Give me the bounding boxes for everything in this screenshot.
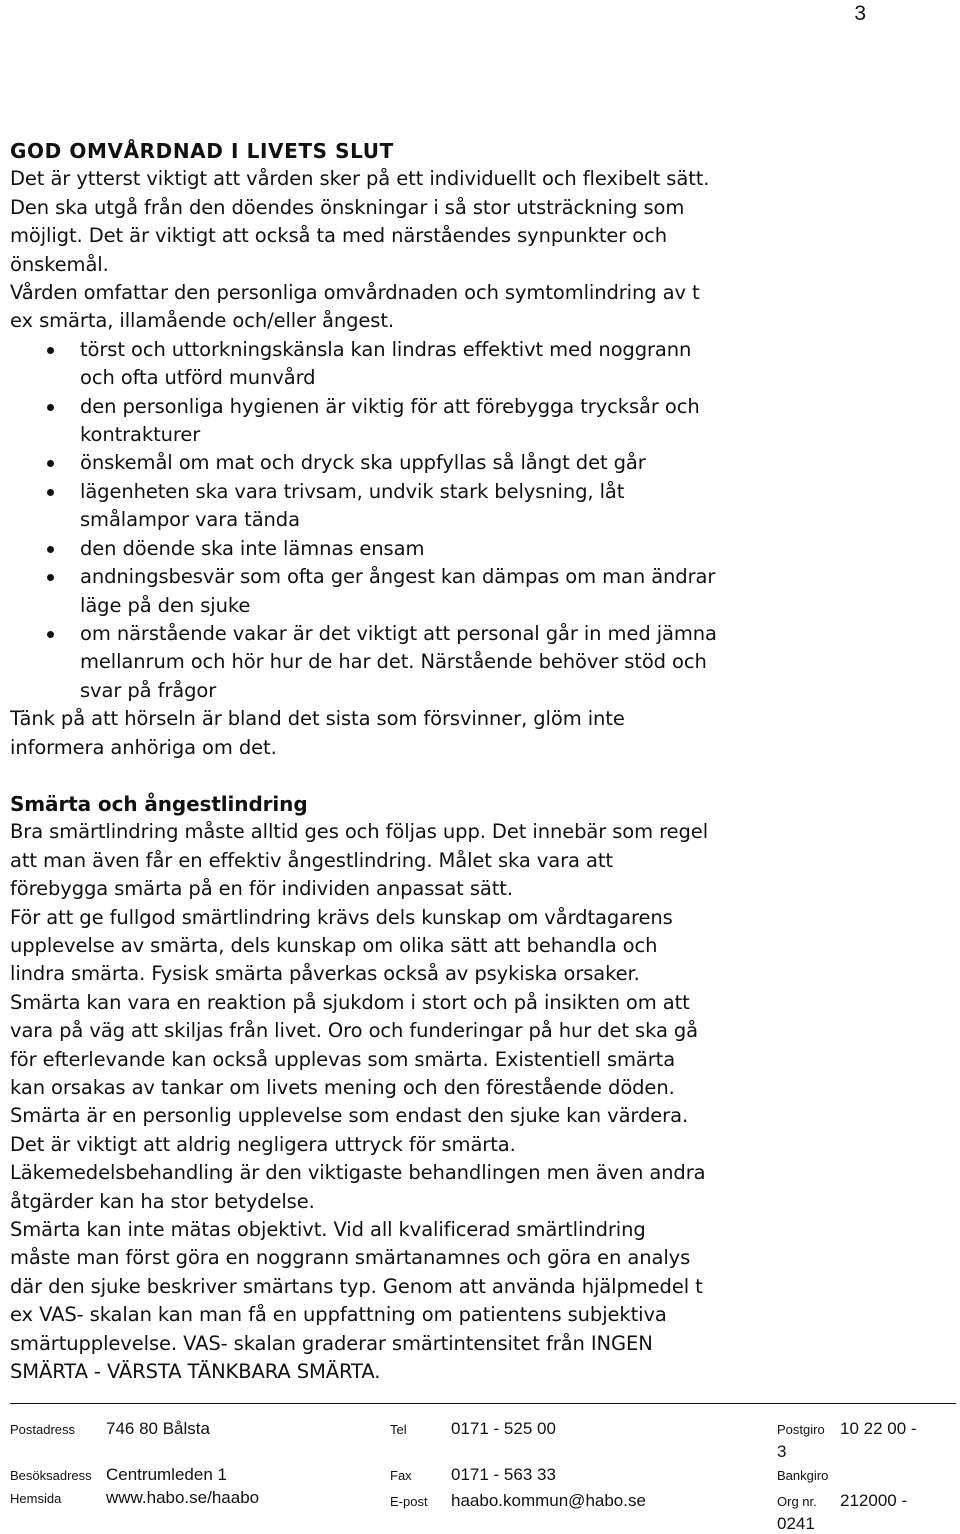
section-title-omvardnad: GOD OMVÅRDNAD I LIVETS SLUT bbox=[10, 139, 394, 163]
bullet-dot-icon bbox=[47, 546, 54, 553]
bullet-line: läge på den sjuke bbox=[80, 593, 251, 617]
body-line: Bra smärtlindring måste alltid ges och följas upp. Det innebär som regel bbox=[10, 820, 709, 844]
body-line: Smärta kan vara en reaktion på sjukdom i stort och på insikten om att bbox=[10, 990, 690, 1014]
body-line: förebygga smärta på en för individen anpassat sätt. bbox=[10, 877, 513, 901]
intro-line: Den ska utgå från den döendes önskningar i så stor utsträckning som bbox=[10, 195, 685, 219]
body-line: lindra smärta. Fysisk smärta påverkas också av psykiska orsaker. bbox=[10, 962, 640, 986]
epost-label: E-post bbox=[390, 1494, 428, 1509]
bullet-dot-icon bbox=[47, 574, 54, 581]
bullet-dot-icon bbox=[47, 404, 54, 411]
bankgiro-label: Bankgiro bbox=[777, 1468, 829, 1483]
bullet-item bbox=[10, 336, 910, 393]
body-line: vara på väg att skiljas från livet. Oro och funderingar på hur det ska gå bbox=[10, 1019, 699, 1043]
intro-paragraph bbox=[10, 165, 910, 335]
orgnr-value: 212000 - bbox=[840, 1491, 908, 1510]
bullet-item bbox=[10, 535, 910, 563]
bullet-line: törst och uttorkningskänsla kan lindras effektivt med noggrann bbox=[80, 337, 692, 361]
postgiro-label: Postgiro bbox=[777, 1422, 825, 1437]
bullet-item bbox=[10, 563, 910, 620]
closing-line: informera anhöriga om det. bbox=[10, 735, 277, 759]
bullet-line: om närstående vakar är det viktigt att personal går in med jämna bbox=[80, 621, 717, 645]
bullet-line: lägenheten ska vara trivsam, undvik stark belysning, låt bbox=[80, 479, 625, 503]
besoksadress-label: Besöksadress bbox=[10, 1468, 92, 1483]
bullet-dot-icon bbox=[47, 489, 54, 496]
body-line: Smärta kan inte mätas objektivt. Vid all kvalificerad smärtlindring bbox=[10, 1218, 646, 1242]
smarta-paragraphs bbox=[10, 818, 910, 1386]
body-line: för efterlevande kan också upplevas som smärta. Existentiell smärta bbox=[10, 1047, 676, 1071]
body-line: ex VAS- skalan kan man få en uppfattning om patientens subjektiva bbox=[10, 1303, 667, 1327]
bullet-line: den döende ska inte lämnas ensam bbox=[80, 536, 425, 560]
intro-line: Det är ytterst viktigt att vården sker på ett individuellt och flexibelt sätt. bbox=[10, 167, 710, 191]
besoksadress-value: Centrumleden 1 bbox=[106, 1465, 227, 1484]
care-bullet-list bbox=[10, 336, 910, 705]
body-line: Läkemedelsbehandling är den viktigaste behandlingen men även andra bbox=[10, 1161, 706, 1185]
page-number: 3 bbox=[854, 2, 866, 25]
bullet-line: önskemål om mat och dryck ska uppfyllas så långt det går bbox=[80, 451, 646, 475]
tel-label: Tel bbox=[390, 1422, 407, 1437]
intro-line: möjligt. Det är viktigt att också ta med närståendes synpunkter och bbox=[10, 224, 667, 248]
bullet-item bbox=[10, 620, 910, 705]
postadress-label: Postadress bbox=[10, 1422, 76, 1437]
bullet-item bbox=[10, 393, 910, 450]
bullet-line: kontrakturer bbox=[80, 423, 201, 447]
orgnr-value-cont: 0241 bbox=[777, 1514, 815, 1533]
intro-line: ex smärta, illamående och/eller ångest. bbox=[10, 309, 394, 333]
bullet-dot-icon bbox=[47, 460, 54, 467]
body-line: Smärta är en personlig upplevelse som endast den sjuke kan värdera. bbox=[10, 1104, 689, 1128]
fax-label: Fax bbox=[390, 1468, 412, 1483]
bullet-line: andningsbesvär som ofta ger ångest kan dämpas om man ändrar bbox=[80, 565, 716, 589]
bullet-dot-icon bbox=[47, 347, 54, 354]
epost-link[interactable]: haabo.kommun@habo.se bbox=[451, 1491, 646, 1510]
bullet-line: mellanrum och hör hur de har det. Närstående behöver stöd och bbox=[80, 650, 707, 674]
letterhead-footer bbox=[10, 1403, 956, 1533]
document-body bbox=[10, 137, 910, 1386]
body-line: För att ge fullgod smärtlindring krävs dels kunskap om vårdtagarens bbox=[10, 905, 673, 929]
body-line: åtgärder kan ha stor betydelse. bbox=[10, 1189, 315, 1213]
orgnr-label: Org nr. bbox=[777, 1494, 817, 1509]
postgiro-value: 10 22 00 - bbox=[840, 1419, 917, 1438]
bullet-item bbox=[10, 478, 910, 535]
hemsida-link[interactable]: www.habo.se/haabo bbox=[106, 1488, 260, 1507]
body-line: kan orsakas av tankar om livets mening och den förestående döden. bbox=[10, 1076, 675, 1099]
section-title-smarta: Smärta och ångestlindring bbox=[10, 791, 308, 816]
intro-line: önskemål. bbox=[10, 252, 109, 276]
body-line: smärtupplevelse. VAS- skalan graderar smärtintensitet från INGEN bbox=[10, 1331, 653, 1355]
bullet-line: och ofta utförd munvård bbox=[80, 366, 316, 390]
bullet-dot-icon bbox=[47, 631, 54, 638]
bullet-line: smålampor vara tända bbox=[80, 508, 300, 532]
body-line: SMÄRTA - VÄRSTA TÄNKBARA SMÄRTA. bbox=[10, 1360, 381, 1384]
bullet-line: den personliga hygienen är viktig för att förebygga trycksår och bbox=[80, 394, 700, 418]
intro-line: Vården omfattar den personliga omvårdnaden och symtomlindring av t bbox=[10, 281, 700, 305]
closing-line: Tänk på att hörseln är bland det sista som försvinner, glöm inte bbox=[10, 707, 625, 731]
body-line: upplevelse av smärta, dels kunskap om olika sätt att behandla och bbox=[10, 933, 658, 957]
tel-value: 0171 - 525 00 bbox=[451, 1419, 556, 1438]
hemsida-label: Hemsida bbox=[10, 1491, 62, 1506]
body-line: Det är viktigt att aldrig negligera uttryck för smärta. bbox=[10, 1132, 516, 1156]
postgiro-value-cont: 3 bbox=[777, 1442, 787, 1461]
body-line: där den sjuke beskriver smärtans typ. Genom att använda hjälpmedel t bbox=[10, 1274, 703, 1298]
bullet-item bbox=[10, 449, 910, 477]
body-line: måste man först göra en noggrann smärtanamnes och göra en analys bbox=[10, 1246, 691, 1270]
postadress-value: 746 80 Bålsta bbox=[106, 1419, 210, 1438]
fax-value: 0171 - 563 33 bbox=[451, 1465, 556, 1484]
closing-paragraph bbox=[10, 705, 910, 762]
bullet-line: svar på frågor bbox=[80, 678, 217, 702]
section-spacer bbox=[10, 762, 910, 790]
body-line: att man även får en effektiv ångestlindring. Målet ska vara att bbox=[10, 848, 613, 872]
